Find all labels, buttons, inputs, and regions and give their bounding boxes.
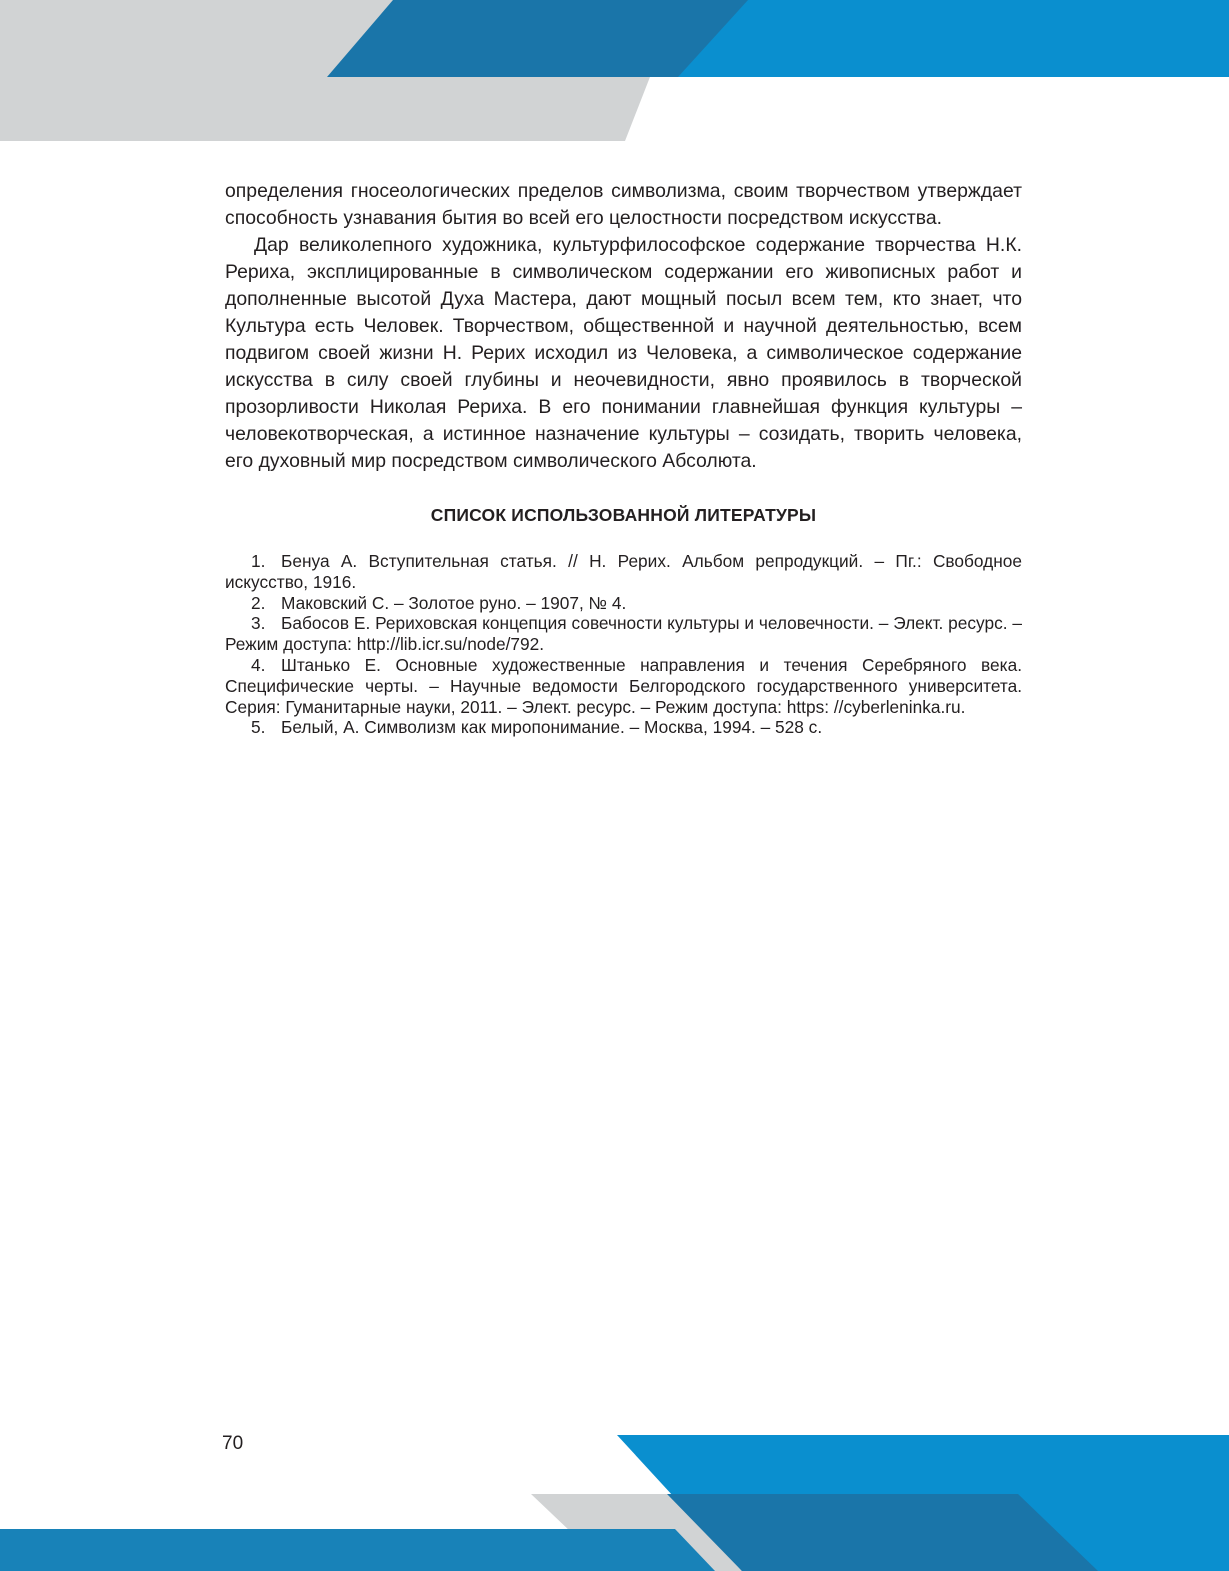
footer-bottom-strip [0, 1529, 715, 1571]
reference-item [225, 551, 1022, 593]
reference-number: 1. [251, 551, 266, 571]
reference-number: 2. [251, 592, 266, 613]
footer-gray-band [531, 1494, 1098, 1571]
reference-number: 5. [251, 717, 266, 738]
reference-text: Бенуа А. Вступительная статья. // Н. Рерих. Альбом репродукций. – Пг.: Свободное искусство, 1916. [225, 551, 1022, 592]
reference-text: Белый, А. Символизм как миропонимание. – Москва, 1994. – 528 с. [281, 717, 823, 738]
page-content [225, 178, 1022, 738]
footer-dark-blue-band [667, 1494, 1098, 1571]
footer-bright-blue-band [617, 1435, 1229, 1571]
reference-text: Бабосов Е. Рериховская концепция совечности культуры и человечности. – Элект. ресурс. – Режим доступа: http://lib.icr.su/node/792. [225, 613, 1022, 655]
references-heading: СПИСОК ИСПОЛЬЗОВАННОЙ ЛИТЕРАТУРЫ [430, 505, 817, 525]
reference-number: 3. [251, 613, 266, 634]
page-number: 70 [222, 1433, 244, 1454]
reference-item [225, 655, 1022, 717]
reference-text: Штанько Е. Основные художественные направления и течения Серебряного века. Специфические черты. – Научные ведомости Белгородского государственного университета. Серия: Гуманитарные науки, 2011. – Элект. ресурс. – Режим доступа: https: //cyberleninka.ru. [225, 654, 1022, 717]
reference-item [225, 593, 1022, 614]
reference-item [225, 613, 1022, 655]
header-gray-band [0, 0, 680, 141]
reference-item [225, 717, 1022, 738]
footer-decoration [0, 1420, 1229, 1571]
reference-number: 4. [251, 654, 266, 675]
references-list [225, 551, 1022, 738]
body-paragraph: определения гносеологических пределов символизма, своим творчеством утверждает способность узнавания бытия во всей его целостности посредством искусства. [225, 180, 1022, 229]
header-dark-blue-band [327, 0, 1229, 77]
header-bright-blue-band [678, 0, 1229, 77]
body-paragraph: Дар великолепного художника, культурфилософское содержание творчества Н.К. Рериха, эксплицированные в символическом содержании его живописных работ и дополненные высотой Духа Мастера, дают мощный посыл всем тем, кто знает, что Культура есть Человек. Творчеством, общественной и научной деятельностью, всем подвигом своей жизни Н. Рерих исходил из Человека, а символическое содержание искусства в силу своей глубины и неочевидности, явно проявилось в творческой прозорливости Николая Рериха. В его понимании главнейшая функция культуры – человекотворческая, а истинное назначение культуры – созидать, творить человека, его духовный мир посредством символического Абсолюта. [225, 234, 1022, 472]
header-decoration [0, 0, 1229, 145]
reference-text: Маковский С. – Золотое руно. – 1907, № 4. [281, 592, 627, 613]
